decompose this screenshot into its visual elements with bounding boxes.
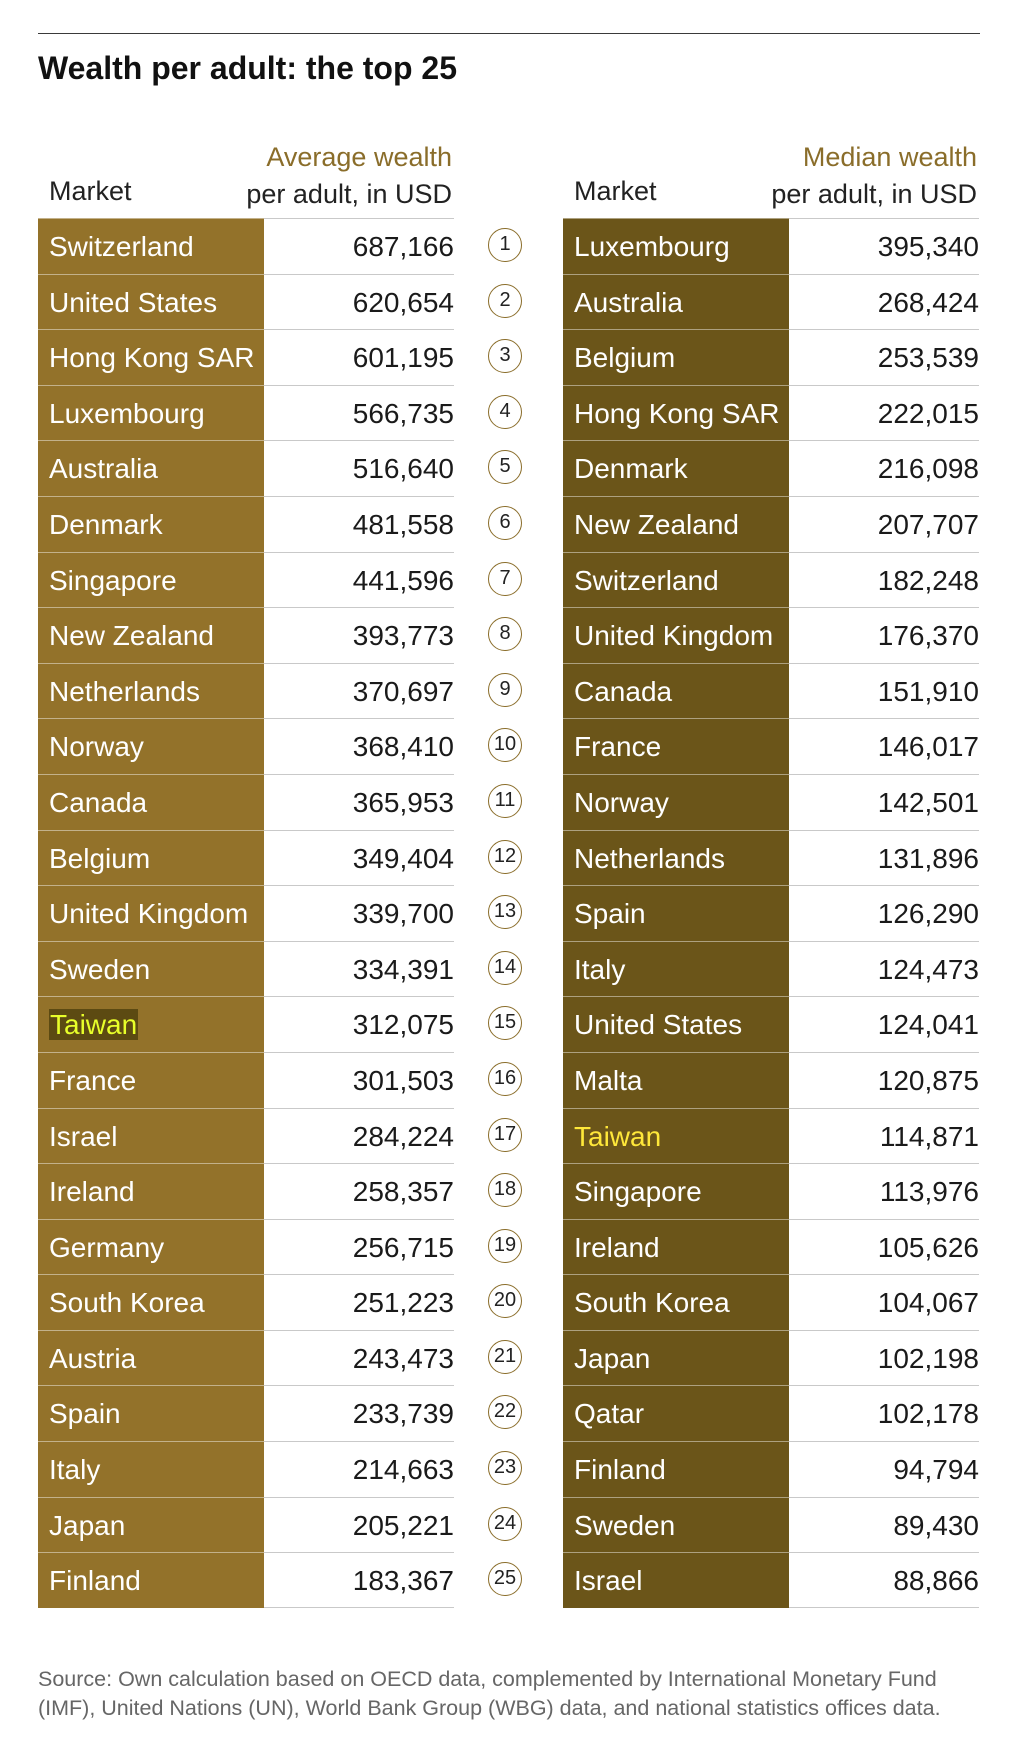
right-market-cell	[563, 663, 789, 719]
rank-row	[486, 218, 526, 274]
rank-badge: 7	[488, 562, 522, 596]
right-value-cell: 113,976	[789, 1163, 979, 1219]
left-market-name: Italy	[49, 1454, 101, 1486]
left-market-name: Canada	[49, 786, 148, 818]
left-market-cell	[38, 1108, 264, 1164]
left-market-cell	[38, 385, 264, 441]
left-market-name: Norway	[49, 731, 144, 763]
right-market-cell	[563, 1219, 789, 1275]
rank-badge: 20	[488, 1284, 522, 1318]
left-value-cell: 441,596	[264, 552, 454, 608]
right-value-cell: 105,626	[789, 1219, 979, 1275]
right-value-cell: 253,539	[789, 329, 979, 385]
right-value-cell: 120,875	[789, 1052, 979, 1108]
right-market-cell	[563, 496, 789, 552]
right-market-name: New Zealand	[574, 508, 739, 540]
rank-badge: 5	[488, 450, 522, 484]
rank-badge: 14	[488, 951, 522, 985]
right-value-cell: 268,424	[789, 274, 979, 330]
rank-row	[486, 1552, 526, 1608]
left-market-cell	[38, 1163, 264, 1219]
rank-badge: 24	[488, 1507, 522, 1541]
right-value-cell: 102,178	[789, 1385, 979, 1441]
left-value-cell: 251,223	[264, 1274, 454, 1330]
right-market-cell	[563, 718, 789, 774]
right-value-cell: 94,794	[789, 1441, 979, 1497]
left-value-cell: 284,224	[264, 1108, 454, 1164]
right-value-header	[717, 139, 977, 213]
left-market-cell	[38, 663, 264, 719]
rank-badge: 22	[488, 1395, 522, 1429]
right-value-cell: 176,370	[789, 607, 979, 663]
right-market-name: United Kingdom	[574, 620, 774, 652]
rank-row	[486, 663, 526, 719]
right-value-cell: 89,430	[789, 1497, 979, 1553]
rank-row	[486, 1497, 526, 1553]
right-market-name: Malta	[574, 1064, 643, 1096]
left-value-cell: 183,367	[264, 1552, 454, 1608]
rank-badge: 16	[488, 1062, 522, 1096]
right-value-cell: 131,896	[789, 830, 979, 886]
rank-badge: 9	[488, 673, 522, 707]
left-value-cell: 566,735	[264, 385, 454, 441]
right-value-cell: 102,198	[789, 1330, 979, 1386]
left-market-name: Denmark	[49, 508, 163, 540]
right-value-cell: 88,866	[789, 1552, 979, 1608]
left-value-cell: 393,773	[264, 607, 454, 663]
left-value-cell: 516,640	[264, 440, 454, 496]
left-value-header-line2: per adult, in USD	[246, 179, 452, 209]
right-value-cell: 126,290	[789, 885, 979, 941]
left-market-name: Singapore	[49, 564, 177, 596]
right-market-cell	[563, 440, 789, 496]
rank-row	[486, 1052, 526, 1108]
right-market-name: Australia	[574, 286, 683, 318]
left-market-name: South Korea	[49, 1287, 205, 1319]
right-market-cell	[563, 552, 789, 608]
rank-badge: 2	[488, 284, 522, 318]
right-market-cell	[563, 1497, 789, 1553]
right-market-cell	[563, 1163, 789, 1219]
left-market-name: Ireland	[49, 1176, 135, 1208]
rank-row	[486, 885, 526, 941]
left-market-cell	[38, 1330, 264, 1386]
right-market-name: Spain	[574, 898, 646, 930]
right-market-name: Taiwan	[574, 1120, 662, 1152]
left-market-cell	[38, 885, 264, 941]
right-value-cell: 124,041	[789, 996, 979, 1052]
right-market-name: South Korea	[574, 1287, 730, 1319]
rank-badge: 12	[488, 840, 522, 874]
left-market-cell	[38, 552, 264, 608]
right-value-cell: 104,067	[789, 1274, 979, 1330]
rank-badge: 21	[488, 1340, 522, 1374]
rank-row	[486, 552, 526, 608]
left-market-cell	[38, 1219, 264, 1275]
left-market-header: Market	[49, 176, 132, 206]
left-market-cell	[38, 830, 264, 886]
left-market-cell	[38, 440, 264, 496]
right-value-cell: 395,340	[789, 218, 979, 274]
right-market-name: Denmark	[574, 453, 688, 485]
left-market-cell	[38, 1441, 264, 1497]
right-market-name: United States	[574, 1009, 743, 1041]
left-value-cell: 620,654	[264, 274, 454, 330]
right-market-cell	[563, 1441, 789, 1497]
right-value-cell: 146,017	[789, 718, 979, 774]
rank-row	[486, 830, 526, 886]
source-note: Source: Own calculation based on OECD data, complemented by International Monetary Fund (IMF), United Nations (UN), World Bank Group (WBG) data, and national statistics offices data.	[38, 1667, 941, 1720]
right-market-cell	[563, 1052, 789, 1108]
left-value-header	[192, 139, 452, 213]
left-market-cell	[38, 941, 264, 997]
rank-row	[486, 774, 526, 830]
rank-badge: 19	[488, 1229, 522, 1263]
left-market-name: United Kingdom	[49, 898, 249, 930]
rank-row	[486, 496, 526, 552]
left-value-header-line1: Average wealth	[266, 142, 452, 172]
left-market-name: Sweden	[49, 953, 151, 985]
left-market-cell	[38, 1385, 264, 1441]
rank-badge: 8	[488, 617, 522, 651]
rank-badge: 6	[488, 506, 522, 540]
left-value-cell: 370,697	[264, 663, 454, 719]
left-market-cell	[38, 607, 264, 663]
rank-row	[486, 996, 526, 1052]
right-market-name: Singapore	[574, 1176, 702, 1208]
right-market-name: Hong Kong SAR	[574, 397, 780, 429]
right-market-cell	[563, 329, 789, 385]
right-market-cell	[563, 830, 789, 886]
left-market-cell	[38, 1552, 264, 1608]
rank-badge: 11	[488, 784, 522, 818]
rank-row	[486, 1163, 526, 1219]
rank-badge: 4	[488, 395, 522, 429]
left-value-cell: 601,195	[264, 329, 454, 385]
left-market-name: Austria	[49, 1342, 137, 1374]
left-market-cell	[38, 996, 264, 1052]
left-value-cell: 368,410	[264, 718, 454, 774]
rank-row	[486, 329, 526, 385]
right-market-cell	[563, 1552, 789, 1608]
left-value-cell: 301,503	[264, 1052, 454, 1108]
right-market-name: Japan	[574, 1342, 651, 1374]
right-market-name: Finland	[574, 1454, 666, 1486]
left-value-cell: 334,391	[264, 941, 454, 997]
right-value-cell: 207,707	[789, 496, 979, 552]
right-market-name: Italy	[574, 953, 626, 985]
left-market-name: Australia	[49, 453, 158, 485]
left-market-name: Taiwan	[50, 1009, 138, 1041]
rank-badge: 25	[488, 1562, 522, 1596]
left-value-cell: 365,953	[264, 774, 454, 830]
right-market-cell	[563, 996, 789, 1052]
right-value-header-line1: Median wealth	[802, 142, 977, 172]
left-market-name: Germany	[49, 1231, 165, 1263]
left-market-name: France	[49, 1064, 137, 1096]
left-value-cell: 339,700	[264, 885, 454, 941]
left-market-name: United States	[49, 286, 218, 318]
left-market-name: Switzerland	[49, 231, 194, 262]
rank-column	[486, 218, 526, 1608]
left-value-cell: 687,166	[264, 218, 454, 274]
rank-row	[486, 1385, 526, 1441]
rank-row	[486, 1219, 526, 1275]
rank-row	[486, 385, 526, 441]
chart-title: Wealth per adult: the top 25	[38, 50, 457, 86]
left-value-cell: 349,404	[264, 830, 454, 886]
left-market-cell	[38, 329, 264, 385]
left-market-cell	[38, 774, 264, 830]
top-rule	[38, 33, 980, 34]
right-market-name: Ireland	[574, 1231, 660, 1263]
left-market-name: Hong Kong SAR	[49, 342, 255, 374]
left-market-cell	[38, 1497, 264, 1553]
right-market-name: Netherlands	[574, 842, 725, 874]
left-market-name: New Zealand	[49, 620, 214, 652]
left-market-cell	[38, 718, 264, 774]
left-market-name: Netherlands	[49, 675, 200, 707]
right-market-header: Market	[574, 176, 657, 206]
right-value-cell: 124,473	[789, 941, 979, 997]
right-value-cell: 142,501	[789, 774, 979, 830]
right-market-cell	[563, 274, 789, 330]
left-value-cell: 233,739	[264, 1385, 454, 1441]
left-market-name: Belgium	[49, 842, 151, 874]
right-market-cell	[563, 1330, 789, 1386]
right-market-name: Luxembourg	[574, 231, 730, 262]
rank-row	[486, 1274, 526, 1330]
rank-badge: 10	[488, 728, 522, 762]
right-market-cell	[563, 1108, 789, 1164]
right-market-name: France	[574, 731, 662, 763]
rank-badge: 3	[488, 339, 522, 373]
left-market-cell	[38, 496, 264, 552]
right-market-name: Norway	[574, 786, 669, 818]
rank-row	[486, 274, 526, 330]
rank-row	[486, 1441, 526, 1497]
right-value-cell: 222,015	[789, 385, 979, 441]
left-market-cell	[38, 1274, 264, 1330]
left-market-name: Israel	[49, 1120, 118, 1152]
rank-badge: 15	[488, 1006, 522, 1040]
right-market-cell	[563, 941, 789, 997]
right-value-cell: 151,910	[789, 663, 979, 719]
left-market-name: Luxembourg	[49, 397, 205, 429]
rank-row	[486, 607, 526, 663]
left-value-cell: 205,221	[264, 1497, 454, 1553]
right-market-name: Belgium	[574, 342, 676, 374]
right-market-cell	[563, 385, 789, 441]
right-value-cell: 216,098	[789, 440, 979, 496]
left-market-cell	[38, 218, 264, 274]
right-market-cell	[563, 1274, 789, 1330]
rank-row	[486, 1330, 526, 1386]
right-market-cell	[563, 218, 789, 274]
rank-row	[486, 718, 526, 774]
rank-badge: 23	[488, 1451, 522, 1485]
left-value-cell: 256,715	[264, 1219, 454, 1275]
right-value-cell: 182,248	[789, 552, 979, 608]
rank-row	[486, 440, 526, 496]
right-market-name: Qatar	[574, 1398, 645, 1430]
rank-row	[486, 941, 526, 997]
rank-badge: 18	[488, 1173, 522, 1207]
left-value-cell: 481,558	[264, 496, 454, 552]
left-value-cell: 214,663	[264, 1441, 454, 1497]
right-market-cell	[563, 885, 789, 941]
right-market-name: Sweden	[574, 1509, 676, 1541]
rank-badge: 17	[488, 1118, 522, 1152]
left-market-cell	[38, 274, 264, 330]
right-value-cell: 114,871	[789, 1108, 979, 1164]
left-value-cell: 312,075	[264, 996, 454, 1052]
right-market-cell	[563, 774, 789, 830]
right-market-cell	[563, 607, 789, 663]
right-market-name: Switzerland	[574, 564, 719, 596]
left-market-cell	[38, 1052, 264, 1108]
rank-badge: 13	[488, 895, 522, 929]
left-market-name: Japan	[49, 1509, 126, 1541]
rank-row	[486, 1108, 526, 1164]
left-market-name: Finland	[49, 1565, 141, 1597]
left-value-cell: 258,357	[264, 1163, 454, 1219]
right-market-name: Canada	[574, 675, 673, 707]
right-market-name: Israel	[574, 1565, 643, 1597]
left-value-cell: 243,473	[264, 1330, 454, 1386]
left-market-name: Spain	[49, 1398, 121, 1430]
rank-badge: 1	[488, 228, 522, 262]
right-market-cell	[563, 1385, 789, 1441]
right-value-header-line2: per adult, in USD	[771, 179, 977, 209]
